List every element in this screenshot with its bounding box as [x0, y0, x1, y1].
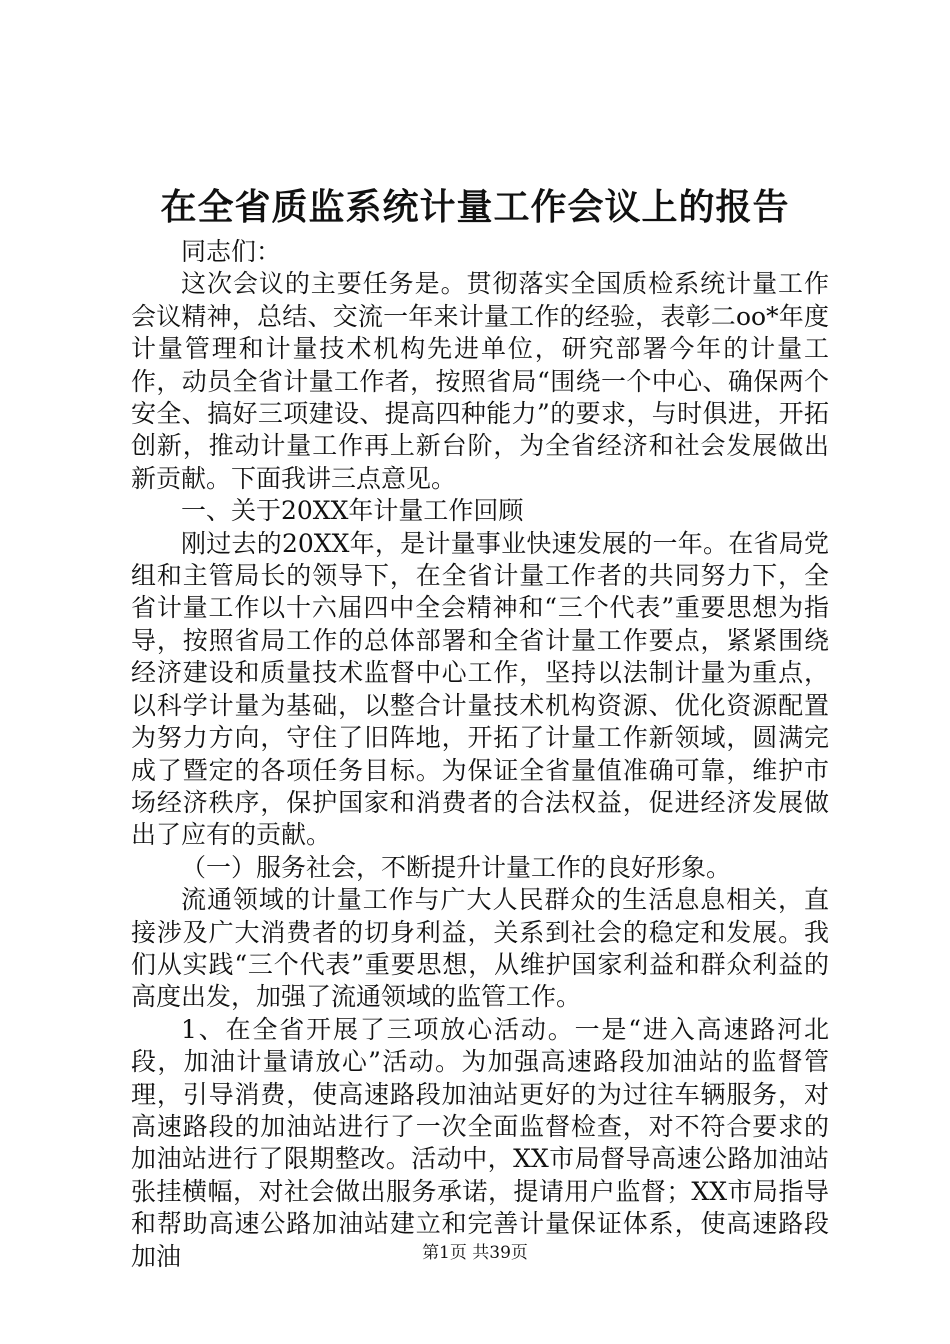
section-heading-1: 一、关于20XX年计量工作回顾: [181, 496, 524, 526]
page-number-footer: 第1页 共39页: [422, 1243, 528, 1263]
circulation-paragraph: 流通领域的计量工作与广大人民群众的生活息息相关，直接涉及广大消费者的切身利益，关系到社会的稳定和发展。我们从实践“三个代表”重要思想，从维护国家利益和群众利益的高度出发，加强了流通领域的监管工作。: [131, 885, 829, 1012]
intro-paragraph: 这次会议的主要任务是。贯彻落实全国质检系统计量工作会议精神，总结、交流一年来计量工作的经验，表彰二oo*年度计量管理和计量技术机构先进单位，研究部署今年的计量工作，动员全省计量工作者，按照省局“围绕一个中心、确保两个安全、搞好三项建设、提高四种能力”的要求，与时俱进，开拓创新，推动计量工作再上新台阶，为全省经济和社会发展做出新贡献。下面我讲三点意见。: [131, 269, 829, 493]
salutation-paragraph: 同志们：: [181, 237, 282, 266]
document-body: [131, 236, 829, 1273]
review-paragraph: 刚过去的20XX年，是计量事业快速发展的一年。在省局党组和主管局长的领导下，在全省计量工作者的共同努力下，全省计量工作以十六届四中全会精神和“三个代表”重要思想为指导，按照省局工作的总体部署和全省计量工作要点，紧紧围绕经济建设和质量技术监督中心工作，坚持以法制计量为重点，以科学计量为基础，以整合计量技术机构资源、优化资源配置为努力方向，守住了旧阵地，开拓了计量工作新领域，圆满完成了暨定的各项任务目标。为保证全省量值准确可靠，维护市场经济秩序，保护国家和消费者的合法权益，促进经济发展做出了应有的贡献。: [131, 528, 829, 850]
activities-paragraph: 1、在全省开展了三项放心活动。一是“进入高速路河北段，加油计量请放心”活动。为加强高速路段加油站的监督管理，引导消费，使高速路段加油站更好的为过往车辆服务，对高速路段的加油站进行了一次全面监督检查，对不符合要求的加油站进行了限期整改。活动中，XX市局督导高速公路加油站张挂横幅，对社会做出服务承诺，提请用户监督；XX市局指导和帮助高速公路加油站建立和完善计量保证体系，使高速路段加油: [131, 1014, 829, 1271]
subsection-heading-1: （一）服务社会，不断提升计量工作的良好形象。: [181, 852, 732, 882]
document-title: 在全省质监系统计量工作会议上的报告: [160, 186, 790, 228]
